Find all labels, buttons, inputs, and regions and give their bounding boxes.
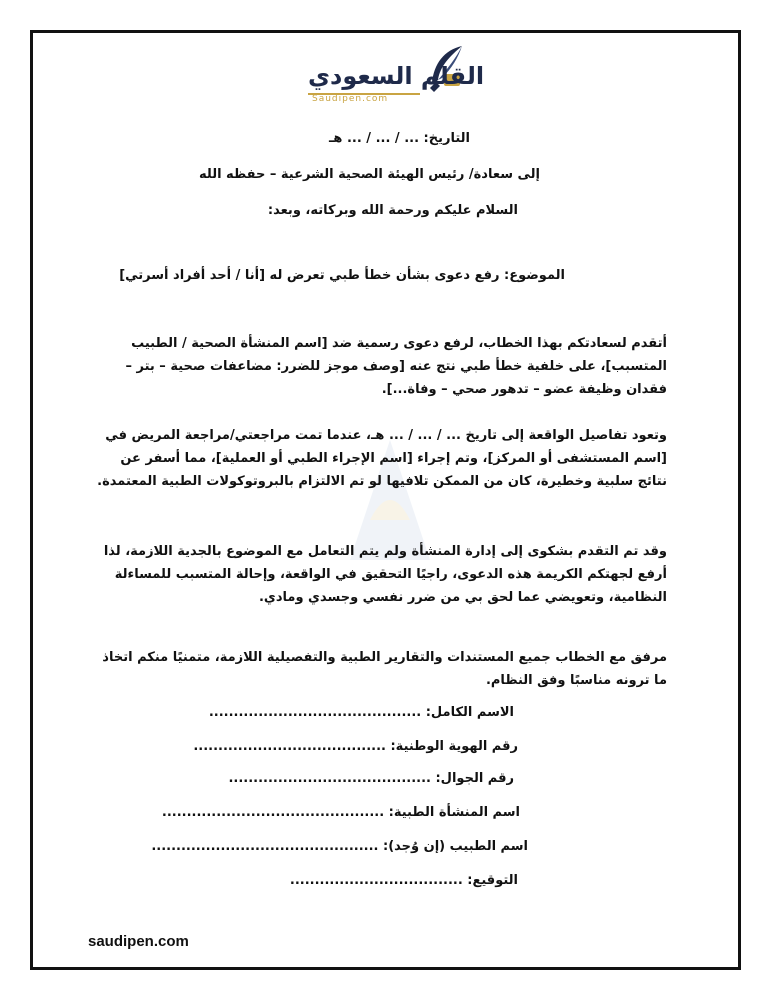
field-full-name: الاسم الكامل: ........................................... bbox=[208, 705, 514, 720]
paragraph-complaint: وقد تم التقدم بشكوى إلى إدارة المنشأة ولم يتم التعامل مع الموضوع بالجدية اللازمة، لذا أرفع لجهتكم الكريمة هذه الدعوى، راجيًا التحقيق في الواقعة، وإحالة المتسبب للمساءلة النظامية، وتعويضي عما لحق بي من ضرر نفسي وجسدي ومادي. bbox=[103, 544, 667, 605]
greeting-line: السلام عليكم ورحمة الله وبركاته، وبعد: bbox=[267, 203, 518, 218]
logo-site: Saudipen.com bbox=[312, 94, 389, 104]
paragraph-intro: أتقدم لسعادتكم بهذا الخطاب، لرفع دعوى رسمية ضد [اسم المنشأة الصحية / الطبيب المتسبب]، على خلفية خطأ طبي نتج عنه [وصف موجز للضرر: مضاعفات صحية – بتر – فقدان وظيفة عضو – تدهور صحي – وفاة...]. bbox=[125, 336, 667, 397]
brand-logo bbox=[302, 40, 485, 110]
field-facility: اسم المنشأة الطبية: ............................................. bbox=[161, 805, 520, 820]
date-line: التاريخ: ... / ... / ... هـ bbox=[328, 131, 470, 146]
paragraph-attachments: مرفق مع الخطاب جميع المستندات والتقارير الطبية والتفصيلية اللازمة، متمنيًا منكم اتخاذ ما ترونه مناسبًا وفق النظام. bbox=[102, 650, 667, 688]
paragraph-details: وتعود تفاصيل الواقعة إلى تاريخ ... / ... / ... هـ، عندما تمت مراجعتي/مراجعة المريض في [اسم المستشفى أو المركز]، وتم إجراء [اسم الإجراء الطبي أو العملية]، مما أسفر عن نتائج سلبية وخطيرة، كان من الممكن تلافيها لو تم الالتزام بالبروتوكولات الطبية المعتمدة. bbox=[97, 428, 667, 489]
subject-line: الموضوع: رفع دعوى بشأن خطأ طبي تعرض له [أنا / أحد أفراد أسرتي] bbox=[119, 268, 565, 283]
field-doctor: اسم الطبيب (إن وُجد): .............................................. bbox=[151, 839, 528, 854]
field-signature: التوقيع: ................................... bbox=[289, 873, 518, 888]
footer-site: saudipen.com bbox=[88, 933, 189, 950]
recipient-line: إلى سعادة/ رئيس الهيئة الصحية الشرعية – حفظه الله bbox=[199, 167, 540, 182]
field-national-id: رقم الهوية الوطنية: ....................................... bbox=[193, 739, 518, 754]
field-mobile: رقم الجوال: ......................................... bbox=[228, 771, 514, 786]
logo-text: القلم السعودي bbox=[308, 62, 485, 90]
